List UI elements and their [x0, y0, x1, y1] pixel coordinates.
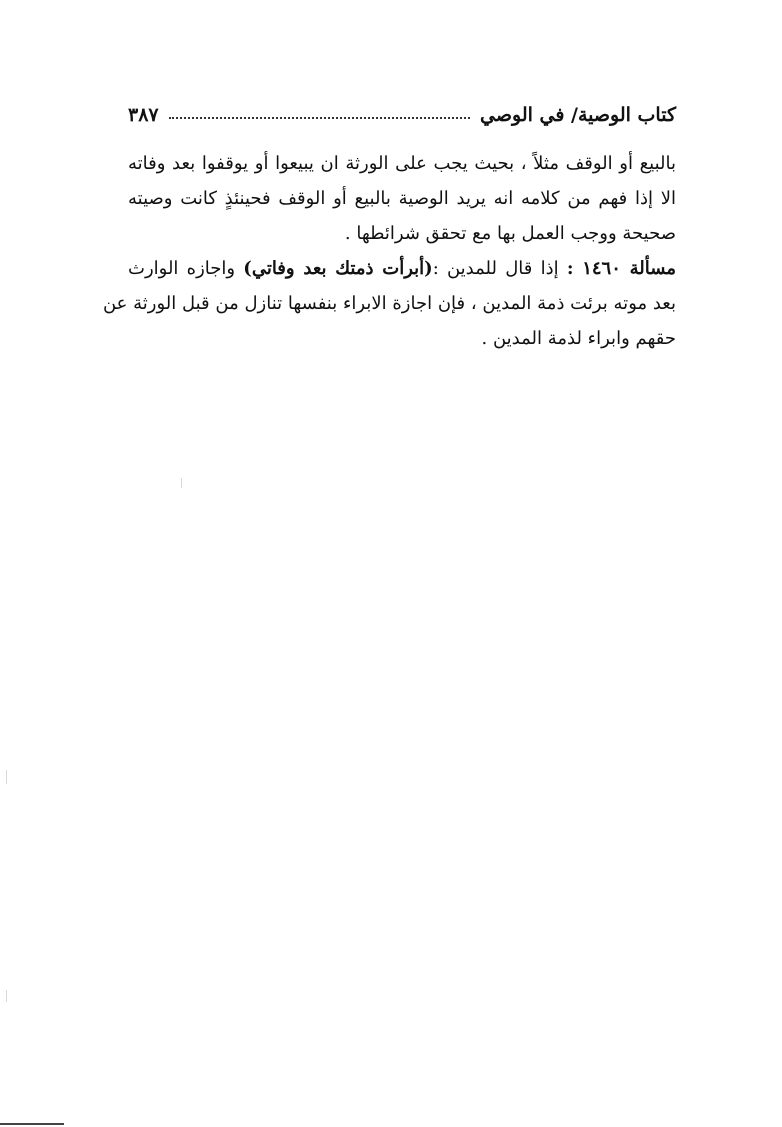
- scan-speck: [6, 770, 7, 784]
- scan-speck: [6, 990, 7, 1002]
- paragraph-line: بعد موته برئت ذمة المدين ، فإن اجازة الابراء بنفسها تنازل من قبل الورثة عن: [102, 293, 676, 314]
- paragraph-line: حقهم وابراء لذمة المدين .: [481, 328, 676, 349]
- body-text: [102, 146, 676, 356]
- header-title: كتاب الوصية/ في الوصي: [480, 104, 676, 126]
- paragraph-line: بالبيع أو الوقف مثلاً ، بحيث يجب على الورثة ان يبيعوا أو يوقفوا بعد وفاته: [128, 153, 676, 174]
- running-header: [128, 98, 676, 132]
- issue-intro: إذا قال للمدين :: [432, 258, 559, 279]
- issue-after-quote: واجازه الوارث: [128, 258, 236, 279]
- issue-heading-line: [128, 251, 676, 286]
- paragraph-line: الا إذا فهم من كلامه انه يريد الوصية بالبيع أو الوقف فحينئذٍ كانت وصيته: [128, 188, 676, 209]
- scan-speck: [181, 478, 182, 488]
- issue-quote: (أبرأت ذمتك بعد وفاتي): [243, 258, 433, 279]
- issue-number: مسألة ١٤٦٠ :: [566, 258, 676, 279]
- header-dot-leader: [169, 117, 470, 119]
- bottom-edge-rule: [0, 1123, 64, 1125]
- page-number: ٣٨٧: [128, 104, 159, 126]
- paragraph-line: صحيحة ووجب العمل بها مع تحقق شرائطها .: [344, 223, 676, 244]
